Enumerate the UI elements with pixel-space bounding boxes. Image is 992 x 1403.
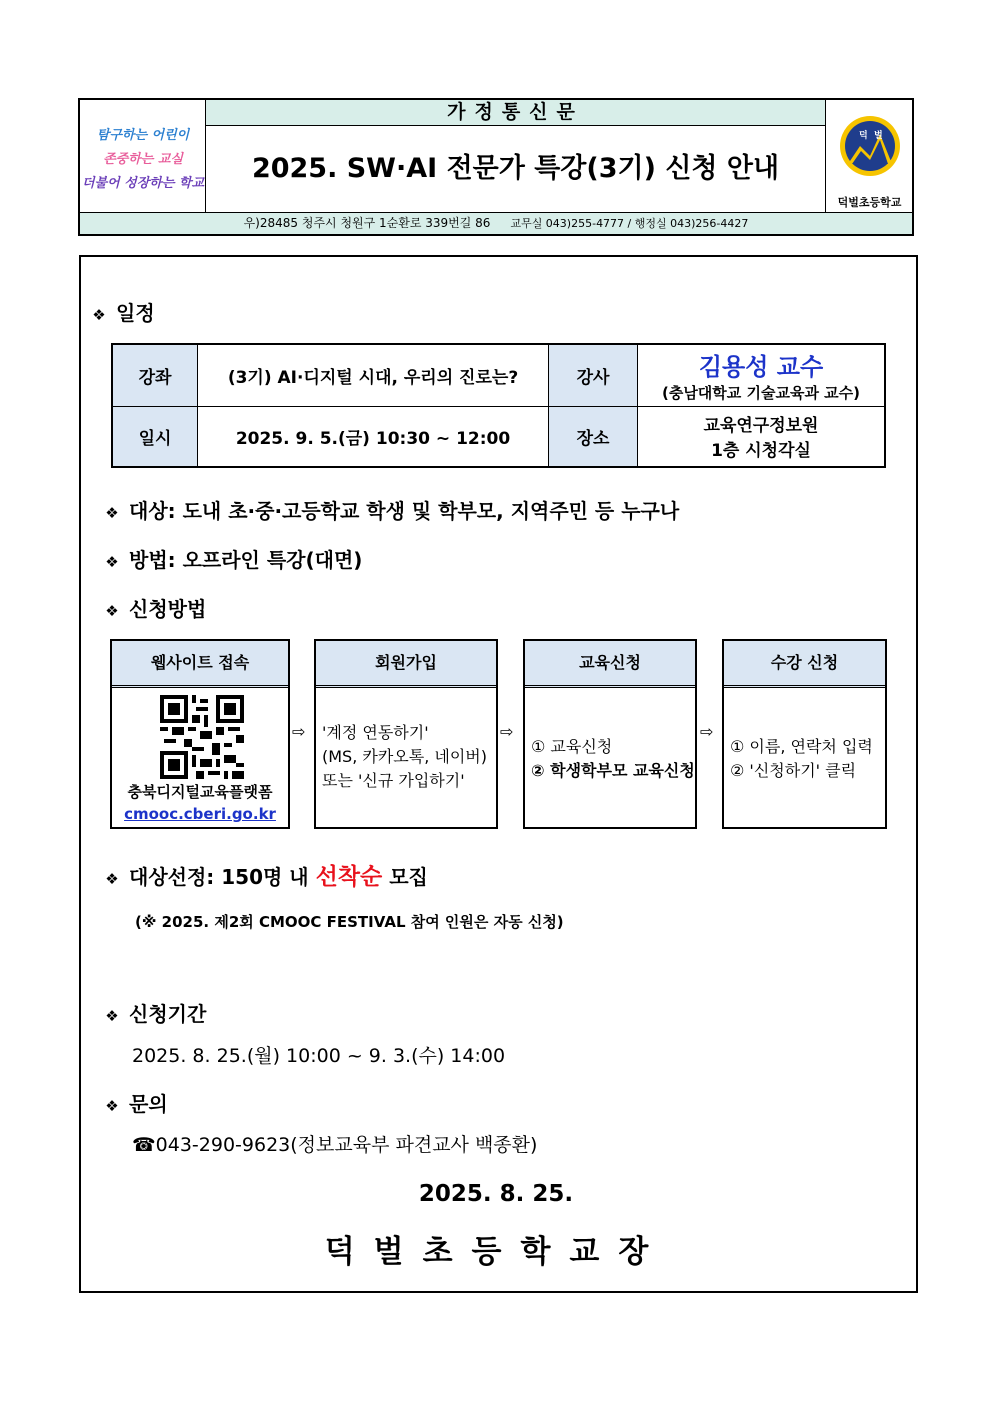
step-website bbox=[110, 639, 290, 829]
diamond-bullet-icon: ❖ bbox=[105, 602, 119, 620]
step-title: 웹사이트 접속 bbox=[112, 641, 288, 688]
address-bar bbox=[80, 212, 912, 234]
slogan-line-2: 존중하는 교실 bbox=[103, 152, 183, 167]
method-heading: ❖ 방법: 오프라인 특강(대면) bbox=[103, 544, 362, 573]
place-line-2: 1층 시청각실 bbox=[711, 441, 811, 462]
lecturer-affiliation: (충남대학교 기술교육과 교수) bbox=[661, 384, 861, 403]
step-title: 수강 신청 bbox=[724, 641, 885, 688]
place-label: 장소 bbox=[549, 406, 638, 467]
step-title: 교육신청 bbox=[525, 641, 695, 688]
arrow-right-icon: ⇨ bbox=[292, 722, 306, 741]
school-name: 덕벌초등학교 bbox=[837, 196, 902, 209]
course-value: (3기) AI·디지털 시대, 우리의 진로는? bbox=[198, 344, 549, 406]
diamond-bullet-icon: ❖ bbox=[105, 1097, 119, 1115]
table-row bbox=[112, 406, 885, 467]
platform-url-link[interactable]: cmooc.cberi.go.kr bbox=[124, 805, 276, 823]
period-heading: ❖ 신청기간 bbox=[103, 998, 206, 1027]
lecturer-name: 김용성 교수 bbox=[698, 353, 824, 382]
diamond-bullet-icon: ❖ bbox=[105, 553, 119, 571]
diamond-bullet-icon: ❖ bbox=[105, 504, 119, 522]
platform-name: 충북디지털교육플랫폼 bbox=[127, 783, 273, 801]
step-title: 회원가입 bbox=[316, 641, 496, 688]
inquiry-heading: ❖ 문의 bbox=[103, 1088, 168, 1117]
step-text: ① 교육신청 bbox=[531, 737, 613, 756]
schedule-heading: ❖ 일정 bbox=[90, 297, 155, 326]
school-address: 우)28485 청주시 청원구 1순환로 339번길 86 bbox=[243, 216, 491, 230]
place-cell bbox=[638, 406, 886, 467]
slogan-logo bbox=[80, 100, 206, 212]
step-text: 또는 '신규 가입하기' bbox=[322, 771, 465, 790]
step-text: ① 이름, 연락처 입력 bbox=[730, 737, 873, 756]
arrow-right-icon: ⇨ bbox=[500, 722, 514, 741]
target-heading: ❖ 대상: 도내 초·중·고등학교 학생 및 학부모, 지역주민 등 누구나 bbox=[103, 495, 679, 524]
datetime-label: 일시 bbox=[112, 406, 198, 467]
slogan-line-3: 더불어 성장하는 학교 bbox=[81, 176, 205, 191]
diamond-bullet-icon: ❖ bbox=[105, 1007, 119, 1025]
festival-note: (※ 2025. 제2회 CMOOC FESTIVAL 참여 인원은 자동 신청) bbox=[135, 913, 564, 931]
school-emblem-icon bbox=[838, 114, 902, 178]
principal-signature: 덕벌초등학교장 bbox=[324, 1234, 668, 1270]
selection-heading: ❖ 대상선정: 150명 내 선착순 모집 bbox=[103, 858, 428, 891]
table-row bbox=[112, 344, 885, 406]
step-enroll bbox=[523, 639, 697, 829]
step-register bbox=[722, 639, 887, 829]
school-emblem-box bbox=[825, 100, 912, 212]
slogan-line-1: 탐구하는 어린이 bbox=[96, 128, 190, 143]
datetime-value: 2025. 9. 5.(금) 10:30 ~ 12:00 bbox=[198, 406, 549, 467]
step-signup bbox=[314, 639, 498, 829]
first-come-highlight: 선착순 bbox=[315, 864, 383, 890]
inquiry-text: ☎043-290-9623(정보교육부 파견교사 백종환) bbox=[132, 1134, 538, 1156]
course-label: 강좌 bbox=[112, 344, 198, 406]
step-text: ② 학생학부모 교육신청 bbox=[531, 761, 695, 780]
step-text: (MS, 카카오톡, 네이버) bbox=[322, 747, 487, 766]
place-line-1: 교육연구정보원 bbox=[703, 416, 819, 437]
lecturer-cell bbox=[638, 344, 886, 406]
issue-date: 2025. 8. 25. bbox=[418, 1181, 574, 1207]
school-contact: 교무실 043)255-4777 / 행정실 043)256-4427 bbox=[510, 217, 749, 230]
step-text: '계정 연동하기' bbox=[322, 723, 429, 742]
diamond-bullet-icon: ❖ bbox=[92, 306, 106, 324]
apply-heading: ❖ 신청방법 bbox=[103, 593, 206, 622]
schedule-table bbox=[111, 343, 886, 468]
emblem-char-1: 덕 bbox=[859, 131, 868, 141]
qr-code-icon bbox=[160, 695, 244, 779]
document-category: 가정통신문 bbox=[206, 100, 825, 126]
period-text: 2025. 8. 25.(월) 10:00 ~ 9. 3.(수) 14:00 bbox=[132, 1045, 506, 1067]
arrow-right-icon: ⇨ bbox=[700, 722, 714, 741]
letter-header bbox=[78, 98, 914, 236]
step-text: ② '신청하기' 클릭 bbox=[730, 761, 857, 780]
page-title: 2025. SW·AI 전문가 특강(3기) 신청 안내 bbox=[251, 153, 780, 184]
diamond-bullet-icon: ❖ bbox=[105, 870, 119, 888]
emblem-char-2: 벌 bbox=[874, 131, 883, 141]
lecturer-label: 강사 bbox=[549, 344, 638, 406]
